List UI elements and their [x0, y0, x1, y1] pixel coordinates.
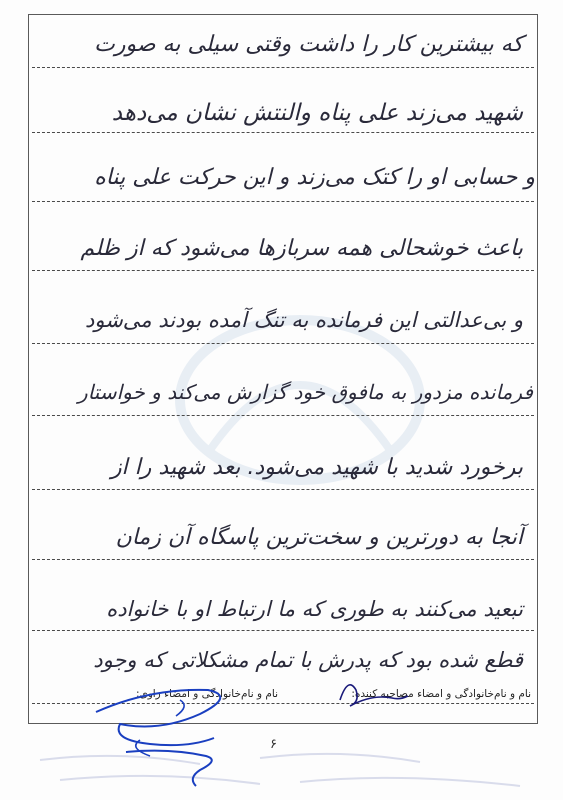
ruled-line	[32, 343, 534, 344]
ruled-line	[32, 67, 534, 68]
ruled-line	[32, 132, 534, 133]
handwritten-line-10: قطع شده بود که پدرش با تمام مشکلاتی که وجود	[93, 648, 523, 672]
handwritten-line-6: فرمانده مزدور به مافوق خود گزارش می‌کند و خواستار	[78, 380, 533, 404]
handwritten-line-3: و حسابی او را کتک می‌زند و این حرکت علی پناه	[94, 165, 535, 190]
handwritten-line-2: شهید می‌زند علی پناه والنتش نشان می‌دهد	[111, 100, 523, 126]
handwritten-line-7: برخورد شدید با شهید می‌شود. بعد شهید را از	[110, 455, 523, 480]
handwritten-line-9: تبعید می‌کنند به طوری که ما ارتباط او با خانواده	[106, 597, 523, 621]
interviewer-signature-label: نام و نام‌خانوادگی و امضاء مصاحبه کننده:	[351, 688, 531, 700]
handwritten-line-8: آنجا به دورترین و سخت‌ترین پاسگاه آن زمان	[115, 525, 523, 550]
ruled-line	[32, 630, 534, 631]
ruled-line	[32, 559, 534, 560]
ruled-line	[32, 489, 534, 490]
ruled-line	[32, 201, 534, 202]
handwritten-line-4: باعث خوشحالی همه سربازها می‌شود که از ظلم	[80, 236, 523, 261]
footer-rule	[32, 703, 534, 704]
bleed-through-marks	[0, 740, 563, 800]
page-number: ۶	[270, 737, 277, 752]
narrator-signature-label: نام و نام‌خانوادگی و امضاء راوی:	[135, 688, 278, 700]
ruled-line	[32, 415, 534, 416]
handwritten-line-5: و بی‌عدالتی این فرمانده به تنگ آمده بودند می‌شود	[85, 308, 523, 332]
handwritten-line-1: که بیشترین کار را داشت وقتی سیلی به صورت	[94, 32, 523, 57]
ruled-line	[32, 270, 534, 271]
